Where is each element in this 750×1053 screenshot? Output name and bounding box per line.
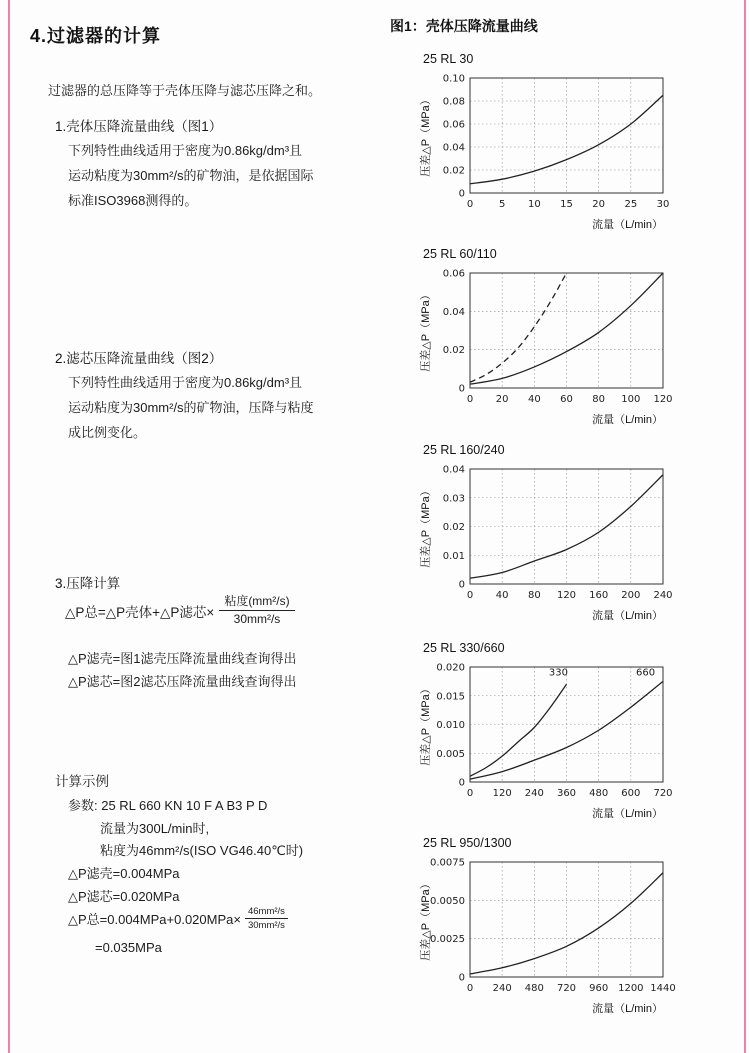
svg-text:40: 40 — [527, 394, 541, 405]
svg-text:0: 0 — [466, 199, 474, 210]
svg-text:0.04: 0.04 — [442, 306, 465, 318]
svg-text:0.08: 0.08 — [442, 96, 465, 108]
section2-heading: 2.滤芯压降流量曲线（图2） — [55, 351, 223, 366]
chart-25rl950-1300 — [415, 836, 745, 1016]
section2-text — [68, 370, 314, 445]
svg-text:720: 720 — [556, 983, 577, 994]
formula-fraction — [219, 594, 294, 627]
section1-heading: 1.壳体压降流量曲线（图1） — [55, 119, 223, 134]
svg-text:200: 200 — [621, 590, 641, 601]
chart-title: 25 RL 160/240 — [423, 443, 505, 457]
svg-text:600: 600 — [621, 788, 641, 799]
svg-text:0: 0 — [466, 983, 474, 994]
svg-text:压差△P（MPa）: 压差△P（MPa） — [420, 683, 432, 766]
svg-text:0.01: 0.01 — [442, 550, 465, 562]
svg-text:240: 240 — [653, 590, 673, 601]
svg-text:100: 100 — [621, 394, 641, 405]
svg-text:480: 480 — [589, 788, 609, 799]
svg-text:流量（L/min）: 流量（L/min） — [592, 1003, 663, 1015]
svg-text:0.0050: 0.0050 — [430, 895, 465, 907]
example-flow: 流量为300L/min时, — [100, 821, 210, 836]
svg-text:0: 0 — [458, 972, 465, 984]
svg-text:0: 0 — [458, 188, 465, 200]
svg-text:120: 120 — [556, 590, 577, 601]
chart-canvas — [415, 263, 745, 427]
svg-text:0.04: 0.04 — [442, 464, 465, 476]
svg-text:流量（L/min）: 流量（L/min） — [592, 610, 663, 622]
svg-text:120: 120 — [492, 788, 512, 799]
svg-text:40: 40 — [495, 590, 509, 601]
svg-text:0.02: 0.02 — [442, 522, 465, 533]
svg-text:0.03: 0.03 — [442, 493, 465, 505]
example-fraction-denominator: 30mm²/s — [247, 920, 285, 932]
example-total-lhs: △P总=0.004MPa+0.020MPa× — [68, 912, 241, 928]
svg-text:压差△P（MPa）: 压差△P（MPa） — [420, 94, 432, 177]
pink-border-left — [8, 0, 10, 1053]
chart-title: 25 RL 330/660 — [423, 641, 505, 655]
figure1-header: 图1：壳体压降流量曲线 — [390, 18, 538, 34]
svg-text:160: 160 — [589, 590, 609, 601]
svg-text:80: 80 — [527, 590, 541, 601]
fraction-denominator: 30mm²/s — [233, 612, 281, 626]
svg-text:60: 60 — [560, 394, 573, 405]
svg-text:0.005: 0.005 — [436, 748, 465, 760]
svg-text:0: 0 — [458, 777, 465, 789]
svg-text:80: 80 — [592, 394, 606, 405]
chart-title: 25 RL 60/110 — [423, 247, 497, 261]
text-line: 下列特性曲线适用于密度为0.86kg/dm³且 — [68, 375, 303, 390]
chart-25rl60-110 — [415, 247, 745, 427]
svg-text:720: 720 — [653, 788, 673, 799]
svg-text:0.010: 0.010 — [436, 720, 465, 731]
text-line: 运动粘度为30mm²/s的矿物油，是依据国际 — [68, 168, 314, 183]
svg-text:0.04: 0.04 — [442, 142, 465, 154]
chart-canvas — [415, 852, 745, 1016]
chart-title: 25 RL 950/1300 — [423, 836, 512, 850]
svg-text:20: 20 — [592, 199, 606, 210]
chart-canvas — [415, 68, 745, 232]
text-line: 标准ISO3968测得的。 — [68, 193, 198, 208]
formula-note-element: △P滤芯=图2滤芯压降流量曲线查询得出 — [68, 674, 297, 689]
example-viscosity: 粘度为46mm²/s(ISO VG46.40℃时) — [100, 843, 304, 858]
example-parameters: 参数: 25 RL 660 KN 10 F A B3 P D — [68, 798, 268, 813]
svg-text:0: 0 — [466, 788, 474, 799]
svg-text:0.02: 0.02 — [442, 345, 465, 357]
svg-text:压差△P（MPa）: 压差△P（MPa） — [420, 878, 432, 961]
section1-text — [68, 138, 314, 213]
example-heading: 计算示例 — [55, 774, 109, 789]
chart-canvas — [415, 459, 745, 623]
example-fraction-numerator: 46mm²/s — [245, 906, 288, 919]
svg-text:压差△P（MPa）: 压差△P（MPa） — [420, 485, 432, 568]
pressure-drop-formula — [65, 594, 295, 627]
svg-text:0.06: 0.06 — [442, 268, 465, 280]
svg-text:流量（L/min）: 流量（L/min） — [592, 808, 663, 820]
svg-text:960: 960 — [589, 983, 609, 994]
formula-lhs: △P总=△P壳体+△P滤芯× — [65, 604, 215, 620]
svg-text:0: 0 — [458, 579, 465, 591]
chart-25rl160-240 — [415, 443, 745, 623]
svg-text:20: 20 — [495, 394, 509, 405]
svg-text:25: 25 — [624, 199, 638, 210]
svg-text:流量（L/min）: 流量（L/min） — [592, 219, 663, 231]
svg-text:0.020: 0.020 — [436, 662, 465, 674]
svg-text:0.0025: 0.0025 — [430, 934, 465, 946]
svg-text:120: 120 — [653, 394, 673, 405]
text-line: 运动粘度为30mm²/s的矿物油，压降与粘度 — [68, 400, 314, 415]
svg-text:0: 0 — [466, 394, 474, 405]
page-title: 4.过滤器的计算 — [30, 26, 162, 46]
svg-text:330: 330 — [548, 667, 569, 679]
svg-text:240: 240 — [524, 788, 544, 799]
example-result: =0.035MPa — [95, 940, 162, 955]
example-shell-drop: △P滤壳=0.004MPa — [68, 866, 180, 881]
svg-text:10: 10 — [527, 199, 541, 210]
example-element-drop: △P滤芯=0.020MPa — [68, 889, 180, 904]
svg-text:0.0075: 0.0075 — [430, 857, 465, 869]
text-line: 下列特性曲线适用于密度为0.86kg/dm³且 — [68, 143, 303, 158]
svg-text:480: 480 — [524, 983, 544, 994]
chart-title: 25 RL 30 — [423, 52, 474, 66]
svg-text:0: 0 — [458, 383, 465, 395]
svg-text:0.02: 0.02 — [442, 165, 465, 177]
svg-text:30: 30 — [656, 199, 670, 210]
svg-text:0: 0 — [466, 590, 474, 601]
svg-text:5: 5 — [498, 199, 506, 210]
svg-text:0.015: 0.015 — [436, 691, 465, 703]
example-fraction — [245, 906, 288, 932]
chart-canvas — [415, 657, 745, 821]
svg-text:压差△P（MPa）: 压差△P（MPa） — [420, 289, 432, 372]
svg-text:0.06: 0.06 — [442, 119, 465, 131]
svg-text:240: 240 — [492, 983, 512, 994]
formula-note-shell: △P滤壳=图1滤壳压降流量曲线查询得出 — [68, 651, 297, 666]
fraction-numerator: 粘度(mm²/s) — [219, 594, 294, 611]
chart-25rl30 — [415, 52, 745, 232]
chart-25rl330-660 — [415, 641, 745, 821]
text-line: 成比例变化。 — [68, 425, 147, 440]
example-total-formula — [68, 906, 288, 932]
svg-text:1200: 1200 — [618, 983, 644, 994]
svg-text:15: 15 — [560, 199, 573, 210]
svg-text:流量（L/min）: 流量（L/min） — [592, 414, 663, 426]
intro-text: 过滤器的总压降等于壳体压降与滤芯压降之和。 — [48, 83, 322, 98]
section3-heading: 3.压降计算 — [55, 576, 121, 591]
svg-text:0.10: 0.10 — [442, 73, 465, 85]
svg-text:1440: 1440 — [650, 983, 676, 994]
svg-text:360: 360 — [556, 788, 577, 799]
svg-text:660: 660 — [636, 667, 656, 679]
